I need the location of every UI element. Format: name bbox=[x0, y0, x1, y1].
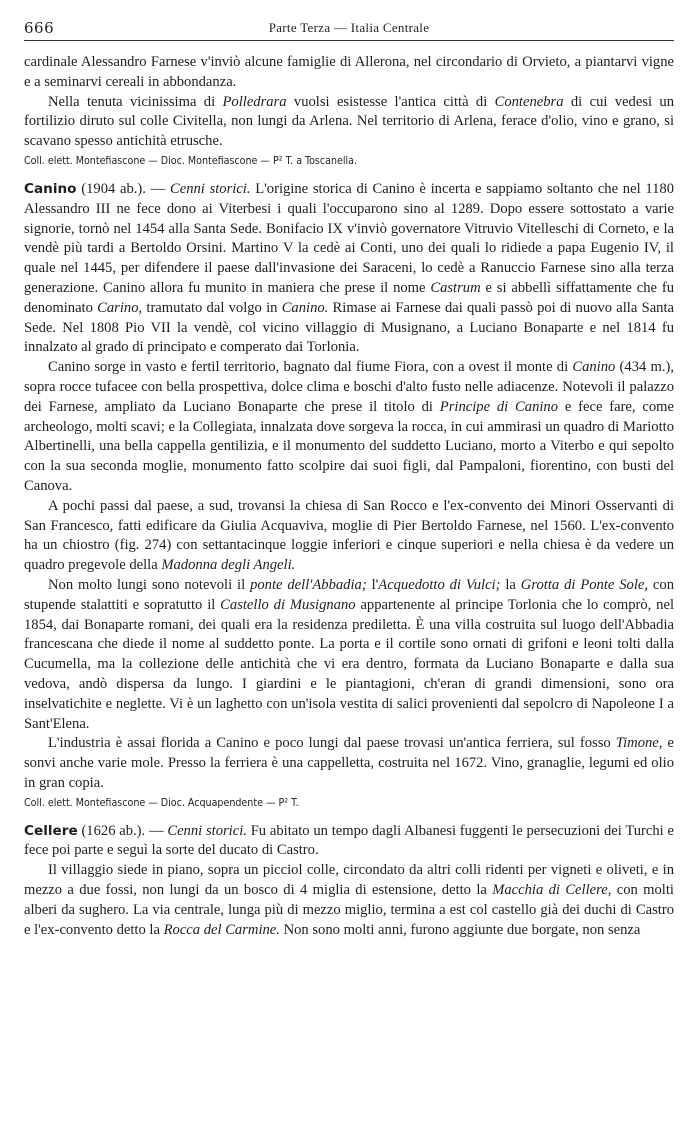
paragraph bbox=[24, 180, 674, 358]
text-run: vuolsi esistesse l'antica città di bbox=[286, 93, 495, 110]
italic-text: Grotta di Ponte Sole, bbox=[520, 576, 649, 593]
running-title: Parte Terza — Italia Centrale bbox=[268, 20, 430, 35]
paragraph bbox=[24, 576, 674, 734]
italic-text: Cenni storici. bbox=[167, 822, 247, 839]
text-run: Rimase ai Farnese dai quali passò poi di nuovo alla Santa Sede. Nel 1808 Pio VII la vendè, col vicino villaggio di Musignano, a Luciano Bonaparte e nel 1814 fu innalzato al grado di principato e comperato dai Torlonia. bbox=[24, 299, 674, 356]
text-body bbox=[24, 53, 674, 940]
text-run: Non molto lungi sono notevoli il bbox=[48, 576, 251, 593]
italic-text: Carino, bbox=[97, 299, 143, 316]
text-run: di cui vedesi un fortilizio diruto sul colle Civitella, non lungi da Arlena. Nel territorio di Arlena, ferace d'olio, vino e grano, si scavano spesso antichità etrusche. bbox=[24, 93, 674, 150]
italic-text: Contenebra bbox=[494, 93, 564, 110]
italic-text: Principe di Canino bbox=[439, 398, 559, 415]
text-run: (1904 ab.). — bbox=[76, 180, 170, 197]
italic-text: Timone, bbox=[615, 735, 663, 752]
diocese-note bbox=[24, 152, 674, 170]
paragraph bbox=[24, 734, 674, 793]
paragraph bbox=[24, 358, 674, 497]
text-run: Fu abitato un tempo dagli Albanesi fuggenti le persecuzioni dei Turchi e fece poi parte e seguì la sorte del ducato di Castro. bbox=[24, 822, 674, 859]
italic-text: Polledrara bbox=[222, 93, 287, 110]
italic-text: Acquedotto di Vulci; bbox=[378, 576, 501, 593]
place-heading: Canino bbox=[24, 180, 77, 197]
text-run: e sonvi anche varie mole. Presso la ferriera è una cappelletta, costruita nel 1672. Vino, granaglie, legumi ed olio in gran copia. bbox=[24, 735, 674, 791]
text-run: A pochi passi dal paese, a sud, trovansi la chiesa di San Rocco e l'ex-convento dei Minori Osservanti di San Francesco, fatti edificare da Giulia Acquaviva, moglie di Pier Bertoldo Farnese, nel 1560. L'ex-convento ha un chiostro (fig. 274) con settantacinque loggie inferiori e cinque superiori e nella chiesa è da vedere un quadro pregevole della bbox=[24, 497, 674, 574]
text-run: Canino sorge in vasto e fertil territorio, bagnato dal fiume Fiora, con a ovest il monte di bbox=[48, 359, 573, 376]
text-run: (434 m.), sopra rocce tufacee con bella prospettiva, dolce clima e boschi d'alto fusto nelle adiacenze. Notevoli il palazzo dei Farnese, ampliato da Luciano Bonaparte che prese il titolo di bbox=[24, 359, 674, 415]
text-run: con stupende stalattiti e sopratutto il bbox=[24, 576, 674, 613]
italic-text: Canino bbox=[572, 359, 616, 376]
text-run: l' bbox=[366, 576, 379, 593]
italic-text: Madonna degli Angeli. bbox=[161, 557, 296, 574]
text-run: Non sono molti anni, furono aggiunte due borgate, non senza bbox=[279, 921, 641, 938]
text-run: L'origine storica di Canino è incerta e sappiamo soltanto che nel 1180 Alessandro III ne fece dono ai Viterbesi i quali l'occuparono sino al 1289. Dopo essere sottostato a varie signorie, tornò nel 1454 alla Santa Sede. Bonifacio IX v'inviò governatore Vitruvio Vitelleschi di Corneto, e la vendè più tardi a Bertoldo Orsini. Martino V la cedè ai Conti, uno dei quali lo ridiede a papa Eugenio IV, il quale nel 1445, per difendere il paese dall'invasione dei Saraceni, lo cedè a Ranuccio Farnese sino alla terza generazione. Canino allora fu munito in maniera che prese il nome bbox=[24, 180, 674, 296]
text-run: cardinale Alessandro Farnese v'inviò alcune famiglie di Allerona, nel circondario di Orvieto, a piantarvi vigne e a seminarvi cereali in abbondanza. bbox=[24, 54, 674, 90]
paragraph bbox=[24, 93, 674, 152]
text-run: con molti alberi da sughero. La via centrale, lunga più di mezzo miglio, termina a est col castello già dei duchi di Castro e l'ex-convento detto la bbox=[24, 882, 674, 938]
diocese-note bbox=[24, 794, 674, 812]
paragraph bbox=[24, 497, 674, 576]
text-run: L'industria è assai florida a Canino e poco lungi dal paese trovasi un'antica ferriera, sul fosso bbox=[48, 735, 616, 752]
text-run: e fece fare, come archeologo, molti scavi; e la Collegiata, innalzata dove sorgeva la rocca, in cui ammirasi un quadro di Mariotto Albertinelli, una bella cappella gentilizia, e il monumento del suddetto Luciano, morto a Viterbo e qui sepolto con la sua seconda moglie, monumento fatto scolpire dai suoi figli, dal Pampaloni, fiorentino, con busti del Canova. bbox=[24, 398, 674, 494]
text-run: tramutato dal volgo in bbox=[142, 299, 282, 316]
italic-text: Canino. bbox=[281, 299, 329, 316]
text-run: la bbox=[500, 576, 521, 593]
paragraph bbox=[24, 53, 674, 93]
paragraph bbox=[24, 822, 674, 862]
italic-text: Castello di Musignano bbox=[220, 596, 356, 613]
italic-text: Macchia di Cellere, bbox=[492, 882, 612, 899]
text-run: appartenente al principe Torlonia che lo comprò, nel 1854, dai Bonaparte romani, dei quali era la residenza prediletta. È una villa costruita sul luogo dell'Abbadia francescana che diede il nome al suddetto ponte. La porta e il cortile sono ornati di grifoni e leoni tolti dalla Cucumella, ma la collezione delle antichità che vi era dentro, formata da Luciano Bonaparte e dalla sua vedova, andò dispersa da lungo. I giardini e le piantagioni, ch'eran di grandi dimensioni, sono ora inselvatichite e neglette. Vi è un laghetto con un'isola vestita di salici provenienti dal sepolcro di Napoleone I a Sant'Elena. bbox=[24, 596, 675, 732]
italic-text: ponte dell'Abbadia; bbox=[250, 576, 367, 593]
italic-text: Cenni storici. bbox=[169, 180, 251, 197]
page-number: 666 bbox=[24, 19, 55, 37]
text-run: e si abbellì siffattamente che fu denominato bbox=[24, 279, 674, 316]
text-run: Il villaggio siede in piano, sopra un picciol colle, circondato da altri colli ridenti per vigneti e oliveti, e in mezzo a due fossi, non lungi da un bosco di 4 miglia di estensione, detto la bbox=[24, 862, 674, 899]
paragraph bbox=[24, 861, 674, 940]
text-run: (1626 ab.). — bbox=[77, 822, 168, 839]
italic-text: Castrum bbox=[430, 279, 481, 296]
text-run: Nella tenuta vicinissima di bbox=[48, 93, 223, 110]
document-page bbox=[24, 14, 674, 940]
italic-text: Rocca del Carmine. bbox=[163, 921, 280, 938]
text-run: Coll. elett. Montefiascone — Dioc. Montefiascone — P² T. a Toscanella. bbox=[24, 154, 358, 167]
place-heading: Cellere bbox=[24, 822, 78, 839]
text-run: Coll. elett. Montefiascone — Dioc. Acquapendente — P² T. bbox=[24, 796, 299, 809]
running-header bbox=[24, 14, 674, 41]
